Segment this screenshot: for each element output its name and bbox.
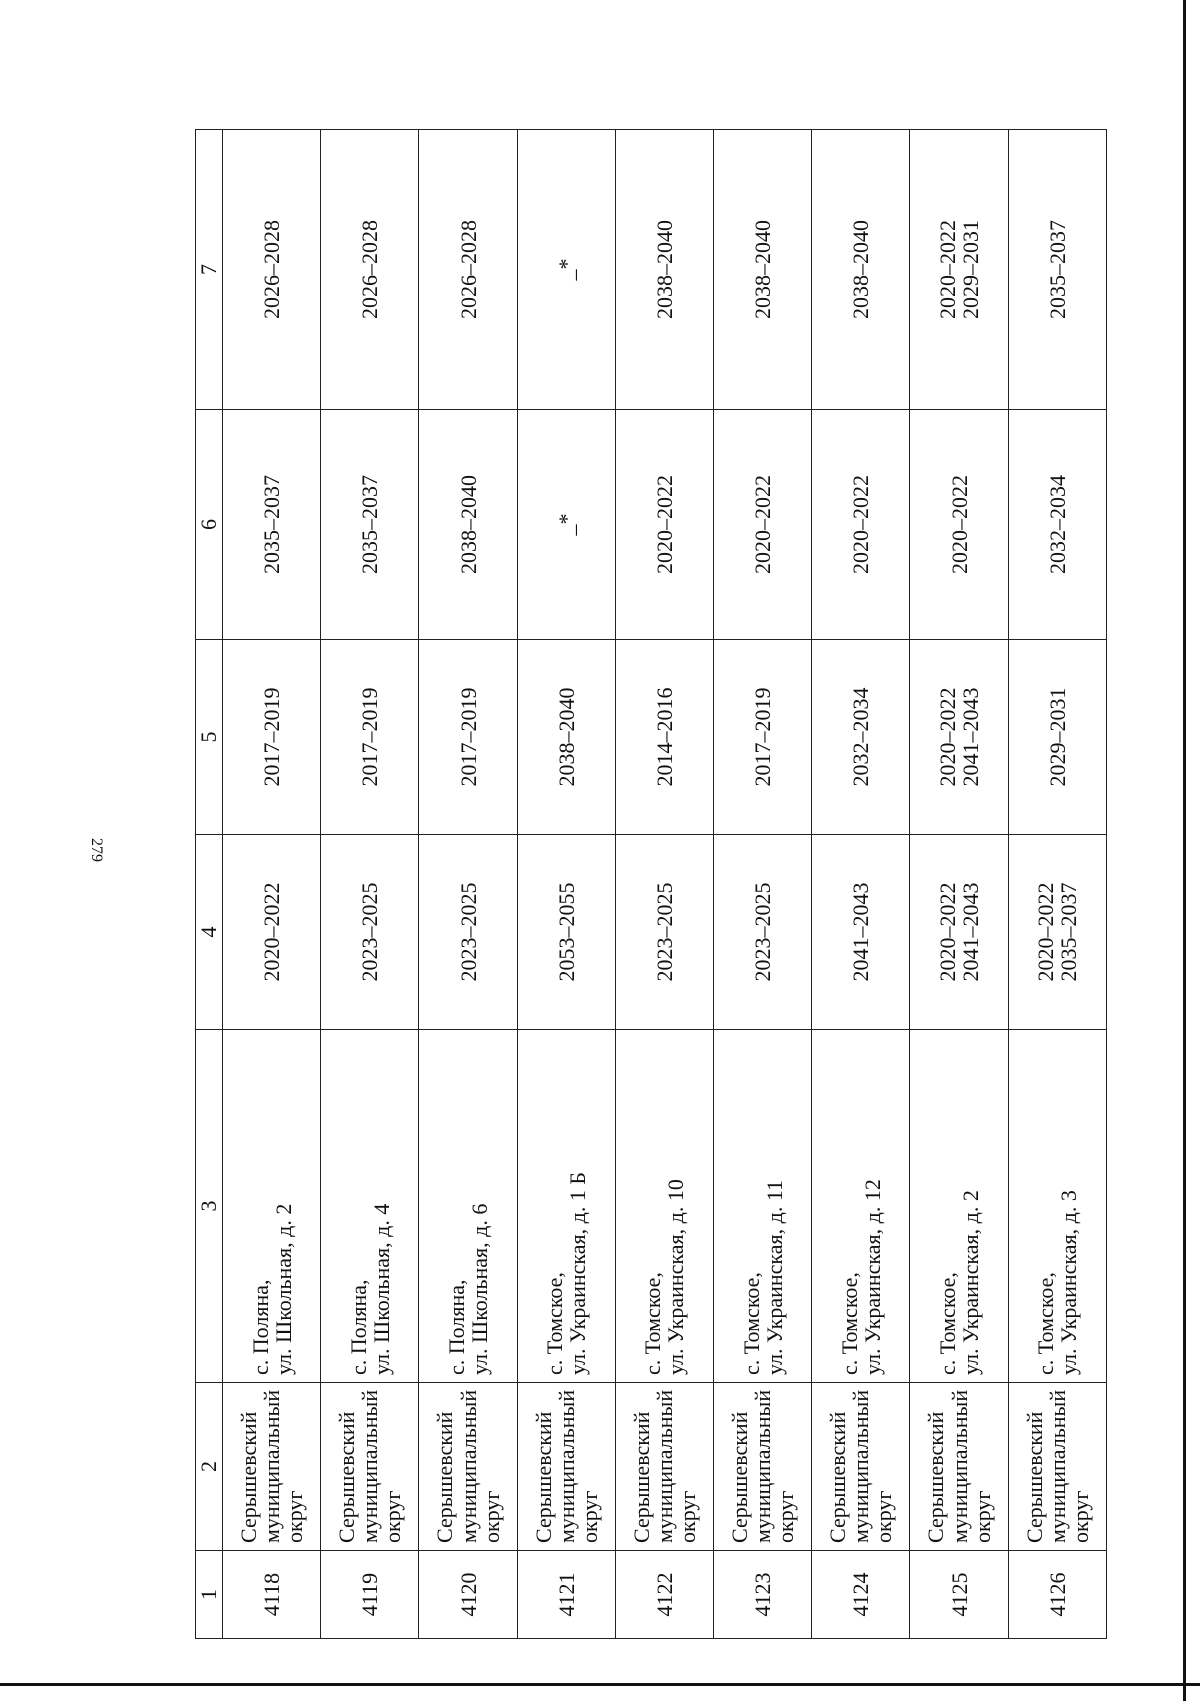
period-col6-cell	[910, 410, 1008, 640]
period-col6-cell	[1008, 410, 1106, 640]
cell-line: 2020–2022	[750, 475, 776, 574]
table-row	[910, 130, 1008, 1639]
cell-line: 2038–2040	[553, 687, 579, 787]
period-col7-cell	[419, 130, 517, 410]
cell-line: 2026–2028	[455, 220, 481, 319]
cell-line: 2020–2022	[934, 687, 960, 787]
cell-line: Серышевский	[727, 1411, 753, 1543]
period-col6-cell	[714, 410, 812, 640]
cell-line: ул. Украинская, д. 10	[663, 1179, 689, 1375]
cell-line: муниципальный	[750, 1389, 776, 1543]
column-number-header: 2	[196, 1383, 223, 1551]
district-cell	[517, 1383, 615, 1551]
period-col7-cell	[517, 130, 615, 410]
cell-line: с. Томское,	[640, 1272, 666, 1375]
district-cell	[223, 1383, 321, 1551]
cell-line: округ	[282, 1490, 308, 1543]
record-number-cell: 4124	[812, 1551, 910, 1639]
document-table-frame	[195, 130, 1107, 1639]
period-col6-cell	[615, 410, 713, 640]
address-cell	[419, 1030, 517, 1383]
period-col4-cell	[321, 835, 419, 1030]
address-cell	[1008, 1030, 1106, 1383]
address-cell	[714, 1030, 812, 1383]
district-cell	[812, 1383, 910, 1551]
cell-line: с. Томское,	[738, 1272, 764, 1375]
district-cell	[419, 1383, 517, 1551]
cell-line: муниципальный	[455, 1389, 481, 1543]
cell-line: 2017–2019	[750, 687, 776, 787]
period-col5-cell	[223, 640, 321, 835]
period-col4-cell	[812, 835, 910, 1030]
column-number-header: 4	[196, 835, 223, 1030]
cell-line: 2023–2025	[357, 882, 383, 982]
table-row	[615, 130, 713, 1639]
district-cell	[321, 1383, 419, 1551]
period-col5-cell	[1008, 640, 1106, 835]
period-col5-cell	[615, 640, 713, 835]
cell-line: с. Томское,	[1033, 1272, 1059, 1375]
cell-line: 2020–2022	[946, 475, 972, 574]
cell-line: 2014–2016	[651, 687, 677, 787]
period-col4-cell	[615, 835, 713, 1030]
cell-line: с. Поляна,	[443, 1279, 469, 1375]
cell-line: 2026–2028	[259, 220, 285, 319]
cell-line: муниципальный	[651, 1389, 677, 1543]
cell-line: 2017–2019	[357, 687, 383, 787]
cell-line: 2023–2025	[455, 882, 481, 982]
cell-line: 2029–2031	[1044, 687, 1070, 787]
cell-line: 2035–2037	[259, 475, 285, 574]
cell-line: 2020–2022	[934, 220, 960, 319]
page-border-right	[1183, 0, 1186, 1701]
cell-line: Серышевский	[334, 1411, 360, 1543]
record-number-cell: 4125	[910, 1551, 1008, 1639]
period-col6-cell	[812, 410, 910, 640]
cell-line: муниципальный	[946, 1389, 972, 1543]
cell-line: 2023–2025	[750, 882, 776, 982]
cell-line: округ	[380, 1490, 406, 1543]
cell-line: 2035–2037	[1056, 882, 1082, 982]
cell-line: Серышевский	[825, 1411, 851, 1543]
period-col6-cell	[223, 410, 321, 640]
cell-line: муниципальный	[259, 1389, 285, 1543]
record-number-cell: 4120	[419, 1551, 517, 1639]
cell-line: муниципальный	[848, 1389, 874, 1543]
period-col5-cell	[517, 640, 615, 835]
period-col6-cell	[517, 410, 615, 640]
cell-line: 2023–2025	[651, 882, 677, 982]
district-cell	[910, 1383, 1008, 1551]
period-col5-cell	[910, 640, 1008, 835]
record-number-cell: 4123	[714, 1551, 812, 1639]
address-cell	[615, 1030, 713, 1383]
cell-line: ул. Украинская, д. 3	[1056, 1190, 1082, 1375]
address-cell	[812, 1030, 910, 1383]
table-row	[517, 130, 615, 1639]
cell-line: с. Томское,	[934, 1272, 960, 1375]
cell-line: 2020–2022	[934, 882, 960, 982]
cell-line: _*	[553, 513, 579, 536]
table-row	[321, 130, 419, 1639]
cell-line: округ	[675, 1490, 700, 1543]
record-number-cell: 4121	[517, 1551, 615, 1639]
cell-line: Серышевский	[1021, 1411, 1047, 1543]
cell-line: муниципальный	[553, 1389, 579, 1543]
cell-line: округ	[969, 1490, 995, 1543]
cell-line: 2017–2019	[455, 687, 481, 787]
cell-line: с. Поляна,	[345, 1279, 371, 1375]
cell-line: 2053–2055	[553, 882, 579, 982]
cell-line: муниципальный	[357, 1389, 383, 1543]
page-number: 279	[88, 838, 105, 862]
column-number-header: 7	[196, 130, 223, 410]
cell-line: округ	[773, 1490, 799, 1543]
cell-line: муниципальный	[1044, 1389, 1070, 1543]
cell-line: ул. Украинская, д. 1 Б	[565, 1172, 591, 1375]
cell-line: 2017–2019	[259, 687, 285, 787]
cell-line: 2020–2022	[1033, 882, 1059, 982]
period-col6-cell	[321, 410, 419, 640]
cell-line: 2041–2043	[848, 882, 874, 982]
district-cell	[615, 1383, 713, 1551]
district-cell	[714, 1383, 812, 1551]
cell-line: 2038–2040	[848, 220, 874, 319]
cell-line: ул. Школьная, д. 2	[270, 1203, 296, 1375]
cell-line: Серышевский	[923, 1411, 949, 1543]
schedule-table	[195, 129, 1107, 1639]
period-col5-cell	[419, 640, 517, 835]
period-col4-cell	[517, 835, 615, 1030]
table-header-row	[196, 130, 223, 1639]
cell-line: 2020–2022	[848, 475, 874, 574]
cell-line: округ	[576, 1490, 602, 1543]
column-number-header: 5	[196, 640, 223, 835]
table-row	[1008, 130, 1106, 1639]
period-col7-cell	[223, 130, 321, 410]
cell-line: Серышевский	[236, 1411, 261, 1543]
cell-line: 2035–2037	[357, 475, 383, 574]
cell-line: 2020–2022	[259, 882, 285, 982]
address-cell	[223, 1030, 321, 1383]
cell-line: округ	[871, 1490, 897, 1543]
period-col5-cell	[321, 640, 419, 835]
period-col5-cell	[714, 640, 812, 835]
cell-line: 2038–2040	[455, 475, 481, 574]
cell-line: 2032–2034	[848, 687, 874, 787]
record-number-cell: 4119	[321, 1551, 419, 1639]
record-number-cell: 4122	[615, 1551, 713, 1639]
table-row	[714, 130, 812, 1639]
address-cell	[321, 1030, 419, 1383]
column-number-header: 6	[196, 410, 223, 640]
cell-line: с. Томское,	[542, 1272, 568, 1375]
period-col4-cell	[223, 835, 321, 1030]
address-cell	[517, 1030, 615, 1383]
cell-line: 2038–2040	[750, 220, 776, 319]
period-col4-cell	[910, 835, 1008, 1030]
cell-line: 2032–2034	[1044, 475, 1070, 574]
period-col4-cell	[714, 835, 812, 1030]
cell-line: ул. Школьная, д. 6	[467, 1203, 493, 1375]
period-col5-cell	[812, 640, 910, 835]
cell-line: ул. Украинская, д. 11	[761, 1179, 787, 1375]
column-number-header: 1	[196, 1551, 223, 1639]
address-cell	[910, 1030, 1008, 1383]
cell-line: ул. Школьная, д. 4	[368, 1203, 394, 1375]
cell-line: округ	[478, 1490, 504, 1543]
cell-line: _*	[553, 258, 579, 281]
cell-line: 2041–2043	[958, 687, 984, 787]
district-cell	[1008, 1383, 1106, 1551]
period-col7-cell	[910, 130, 1008, 410]
table-row	[419, 130, 517, 1639]
cell-line: округ	[1067, 1490, 1093, 1543]
cell-line: 2041–2043	[958, 882, 984, 982]
cell-line: ул. Украинская, д. 12	[859, 1179, 885, 1375]
cell-line: Серышевский	[628, 1411, 654, 1543]
record-number-cell: 4126	[1008, 1551, 1106, 1639]
page-border-bottom	[0, 1683, 1200, 1686]
table-row	[223, 130, 321, 1639]
cell-line: Серышевский	[432, 1411, 458, 1543]
cell-line: 2038–2040	[651, 220, 677, 319]
cell-line: 2029–2031	[958, 220, 984, 319]
period-col7-cell	[615, 130, 713, 410]
column-number-header: 3	[196, 1030, 223, 1383]
period-col7-cell	[812, 130, 910, 410]
table-rotator	[195, 130, 1107, 1639]
cell-line: Серышевский	[530, 1411, 556, 1543]
period-col4-cell	[419, 835, 517, 1030]
cell-line: с. Поляна,	[247, 1279, 273, 1375]
cell-line: 2026–2028	[357, 220, 383, 319]
record-number-cell: 4118	[223, 1551, 321, 1639]
table-row	[812, 130, 910, 1639]
period-col7-cell	[1008, 130, 1106, 410]
cell-line: 2035–2037	[1044, 220, 1070, 319]
period-col4-cell	[1008, 835, 1106, 1030]
period-col6-cell	[419, 410, 517, 640]
period-col7-cell	[321, 130, 419, 410]
period-col7-cell	[714, 130, 812, 410]
cell-line: ул. Украинская, д. 2	[958, 1190, 984, 1375]
cell-line: 2020–2022	[651, 475, 677, 574]
cell-line: с. Томское,	[836, 1272, 862, 1375]
